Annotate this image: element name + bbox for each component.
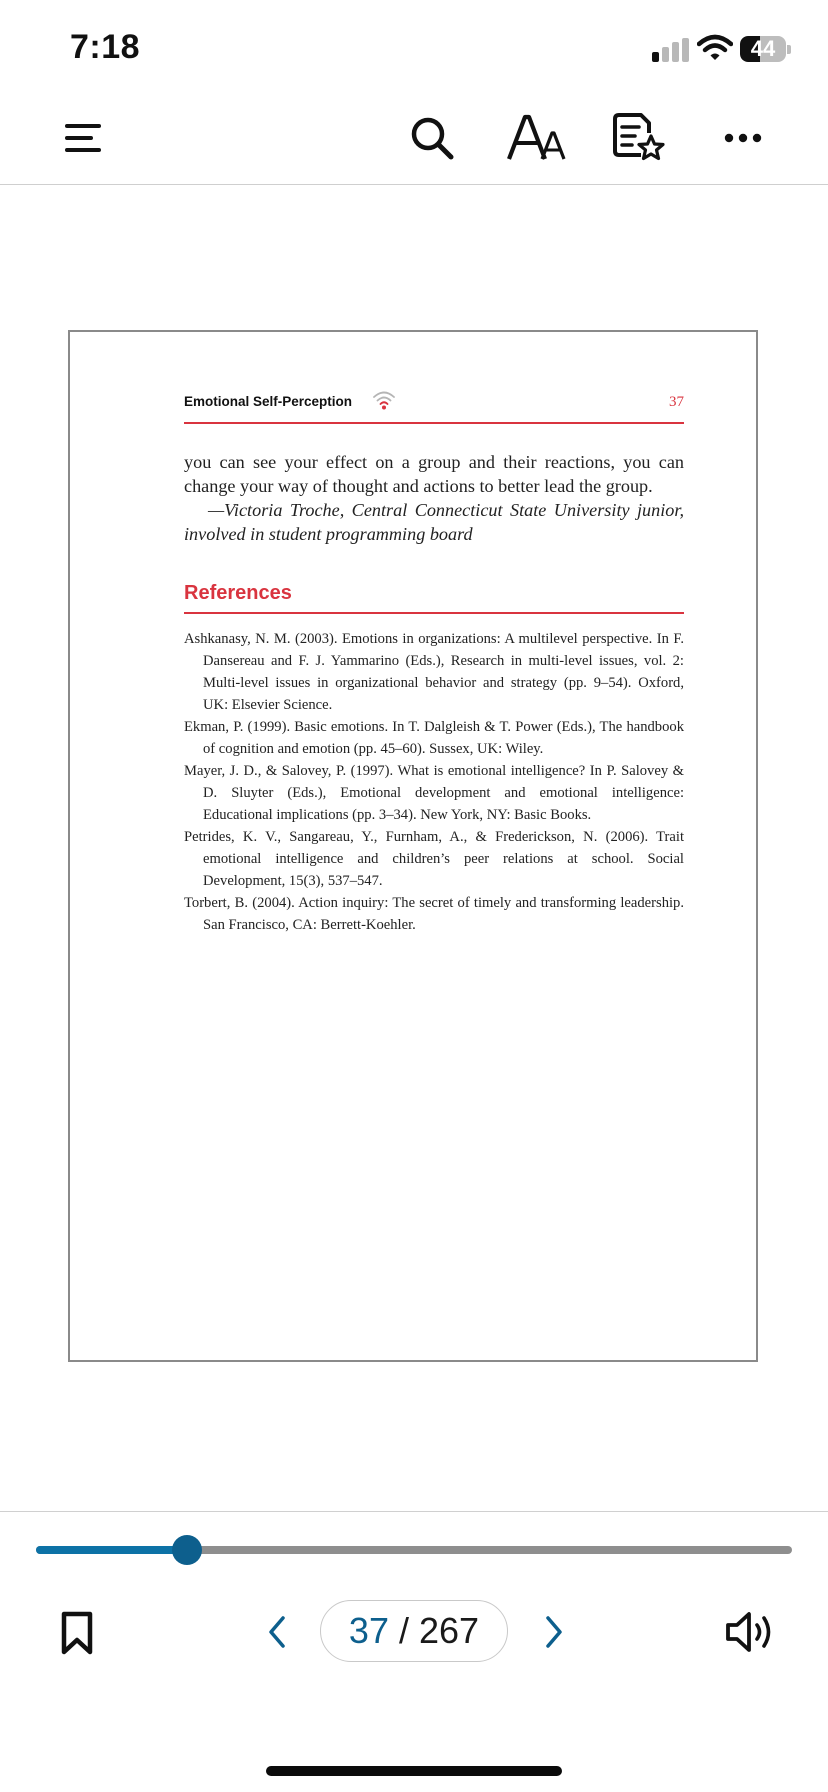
battery-percentage: 44 xyxy=(750,36,776,61)
reference-item: Torbert, B. (2004). Action inquiry: The secret of timely and transforming leadership. San Francisco, CA: Berrett-Koehler. xyxy=(184,895,684,933)
references-list xyxy=(184,628,684,936)
reference-item: Ashkanasy, N. M. (2003). Emotions in organizations: A multilevel perspective. In F. Dansereau and F. J. Yammarino (Eds.), Research in multi-level issues, vol. 2: Multi-level issues in organizational behavior and strategy (pp. 9–54). Oxford, UK: Elsevier Science. xyxy=(184,631,684,713)
previous-page-icon[interactable] xyxy=(266,1614,288,1650)
battery-tip xyxy=(787,45,791,54)
slider-thumb[interactable] xyxy=(172,1535,202,1565)
cellular-signal-icon xyxy=(652,38,690,62)
reader-toolbar xyxy=(0,96,828,185)
home-indicator xyxy=(266,1766,562,1776)
running-head-title: Emotional Self-Perception xyxy=(184,394,353,409)
annotations-icon[interactable] xyxy=(608,110,668,166)
body-paragraph: you can see your effect on a group and their reactions, you can change your way of thought and actions to better lead the group. xyxy=(184,452,684,496)
menu-icon[interactable] xyxy=(60,110,106,166)
signal-waves-icon xyxy=(371,389,397,411)
search-icon[interactable] xyxy=(404,110,460,166)
reading-progress-slider[interactable] xyxy=(36,1537,792,1563)
slider-fill xyxy=(36,1546,187,1554)
attribution-quote: —Victoria Troche, Central Connecticut State University junior, involved in student programming board xyxy=(184,500,684,544)
total-page-count: 267 xyxy=(418,1610,480,1651)
status-time: 7:18 xyxy=(70,28,141,66)
bookmark-icon[interactable] xyxy=(60,1610,94,1656)
battery-indicator xyxy=(740,36,790,62)
text-size-icon[interactable] xyxy=(504,110,568,166)
current-page-number: 37 xyxy=(348,1610,389,1651)
page-indicator[interactable] xyxy=(320,1600,508,1662)
reference-item: Ekman, P. (1999). Basic emotions. In T. Dalgleish & T. Power (Eds.), The handbook of cognition and emotion (pp. 45–60). Sussex, UK: Wiley. xyxy=(184,719,684,757)
more-options-icon[interactable] xyxy=(718,110,768,166)
reference-item: Petrides, K. V., Sangareau, Y., Furnham, A., & Frederickson, N. (2006). Trait emotional intelligence and children’s peer relations at school. Social Development, 15(3), 537–547. xyxy=(184,829,684,889)
page-separator: / xyxy=(388,1610,419,1651)
references-heading: References xyxy=(184,582,684,614)
running-head-page-number: 37 xyxy=(669,394,684,410)
next-page-icon[interactable] xyxy=(543,1614,565,1650)
bottom-divider xyxy=(0,1511,828,1512)
battery-body xyxy=(740,36,786,62)
book-page xyxy=(68,330,758,1362)
page-content xyxy=(184,392,684,936)
speaker-icon[interactable] xyxy=(724,1608,776,1656)
reference-item: Mayer, J. D., & Salovey, P. (1997). What is emotional intelligence? In P. Salovey & D. Sluyter (Eds.), Emotional development and emotional intelligence: Educational implications (pp. 3–34). New York, NY: Basic Books. xyxy=(184,763,684,823)
wifi-icon xyxy=(697,34,733,62)
running-head xyxy=(184,392,684,424)
